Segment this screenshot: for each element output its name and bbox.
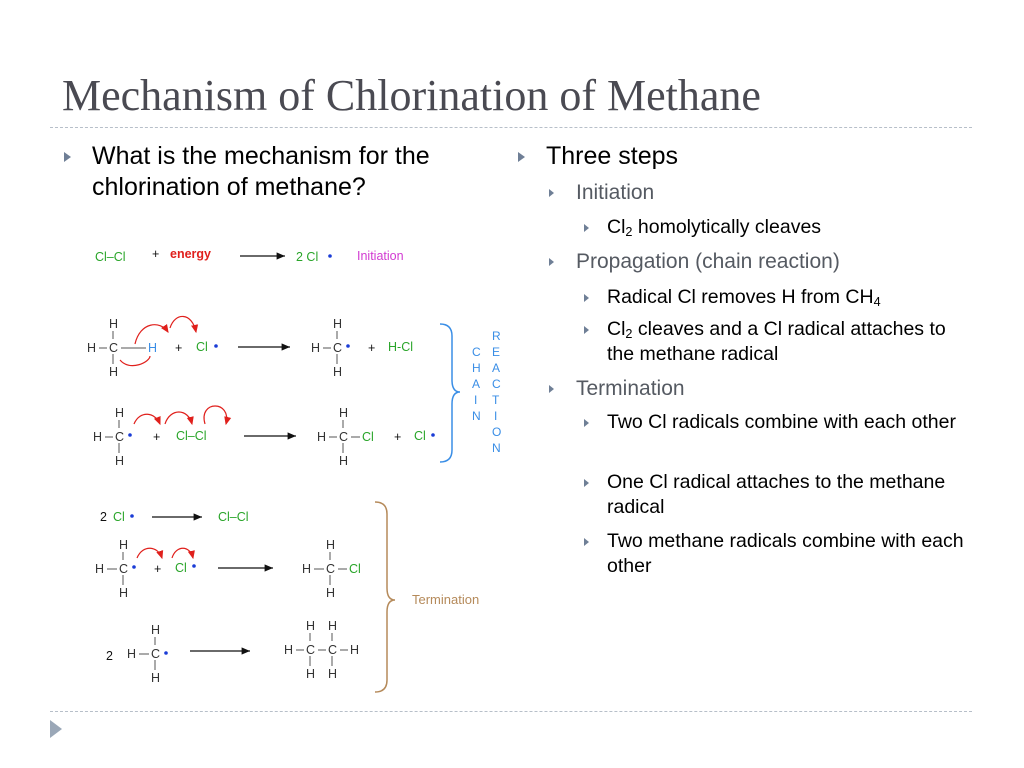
- atom-c: C: [151, 647, 161, 661]
- atom-h: H: [127, 647, 137, 661]
- atom-h: H: [119, 586, 129, 600]
- electron-arrow: [165, 412, 192, 424]
- reaction-letter: R: [492, 329, 501, 343]
- two-chlorine-radicals: 2 Cl: [296, 250, 319, 264]
- electron-arrow: [204, 406, 227, 424]
- atom-c: C: [119, 562, 129, 576]
- atom-h-abstracted: H: [148, 341, 158, 355]
- chlorine-atom: Cl: [349, 562, 361, 576]
- three-steps-heading: Three steps: [546, 142, 679, 170]
- atom-h: H: [115, 406, 125, 420]
- electron-arrow: [137, 548, 162, 558]
- slide-title: Mechanism of Chlorination of Methane: [62, 71, 761, 120]
- atom-h: H: [284, 643, 294, 657]
- chain-letter: A: [472, 377, 481, 391]
- atom-h: H: [326, 586, 336, 600]
- radical-dot: [128, 433, 132, 437]
- chain-letter: H: [472, 361, 481, 375]
- atom-h: H: [109, 317, 119, 331]
- atom-h: H: [302, 562, 312, 576]
- atom-h: H: [339, 406, 349, 420]
- electron-arrow: [172, 548, 193, 558]
- atom-h: H: [93, 430, 103, 444]
- chlorine-atom: Cl: [362, 430, 374, 444]
- atom-h: H: [87, 341, 97, 355]
- radical-dot: [132, 565, 136, 569]
- radical-dot: [164, 651, 168, 655]
- atom-h: H: [306, 667, 316, 681]
- energy-label: energy: [170, 247, 211, 261]
- chain-letter: N: [472, 409, 481, 423]
- plus-sign: +: [394, 430, 402, 444]
- radical-dot: [192, 564, 196, 568]
- footer-divider: [50, 711, 972, 712]
- initiation-label: Initiation: [357, 249, 404, 263]
- termination-bullet: Termination: [576, 377, 685, 400]
- atom-c: C: [115, 430, 125, 444]
- atom-c: C: [333, 341, 343, 355]
- termination-brace: [375, 502, 395, 692]
- atom-h: H: [333, 365, 343, 379]
- atom-h: H: [328, 667, 338, 681]
- termination-item-2: One Cl radical attaches to the methane radical: [607, 471, 946, 518]
- next-slide-icon[interactable]: [50, 720, 62, 738]
- reaction-letter: A: [492, 361, 501, 375]
- atom-h: H: [151, 671, 161, 685]
- radical-dot: [328, 254, 332, 258]
- atom-h: H: [311, 341, 321, 355]
- atom-h: H: [339, 454, 349, 468]
- reaction-letter: O: [492, 425, 502, 439]
- atom-h: H: [317, 430, 327, 444]
- electron-arrow: [120, 356, 150, 366]
- question-bullet: What is the mechanism for the chlorination of methane?: [92, 142, 430, 201]
- reaction-letter: I: [494, 409, 498, 423]
- atom-h: H: [350, 643, 360, 657]
- chlorine-radical: Cl: [175, 561, 187, 575]
- chlorine-radical: Cl: [113, 510, 125, 524]
- termination-label: Termination: [412, 592, 480, 607]
- chain-letter: C: [472, 345, 481, 359]
- atom-c: C: [328, 643, 338, 657]
- propagation-item-2: $Cl_2$ cleaves and a Cl radical attaches to the methane radical: [607, 318, 946, 365]
- plus-sign: +: [175, 341, 183, 355]
- atom-h: H: [333, 317, 343, 331]
- coefficient: 2: [106, 649, 113, 663]
- atom-h: H: [151, 623, 161, 637]
- atom-h: H: [115, 454, 125, 468]
- propagation-bullet: Propagation (chain reaction): [576, 250, 840, 273]
- plus-sign: +: [368, 341, 376, 355]
- atom-c: C: [306, 643, 316, 657]
- radical-dot: [130, 514, 134, 518]
- termination-item-3: Two methane radicals combine with each other: [607, 530, 964, 577]
- plus-sign: +: [154, 562, 162, 576]
- radical-dot: [346, 344, 350, 348]
- atom-h: H: [328, 619, 338, 633]
- electron-arrow: [170, 316, 196, 332]
- chlorine-molecule: Cl–Cl: [218, 510, 249, 524]
- coefficient: 2: [100, 510, 107, 524]
- propagation-item-1: Radical Cl removes H from $CH_4$: [607, 286, 881, 310]
- radical-dot: [431, 433, 435, 437]
- atom-h: H: [306, 619, 316, 633]
- atom-c: C: [109, 341, 119, 355]
- atom-h: H: [119, 538, 129, 552]
- reaction-letter: E: [492, 345, 501, 359]
- radical-dot: [214, 344, 218, 348]
- reaction-letter: N: [492, 441, 501, 455]
- hydrogen-chloride: H-Cl: [388, 340, 413, 354]
- atom-h: H: [109, 365, 119, 379]
- atom-c: C: [339, 430, 349, 444]
- chain-brace: [440, 324, 460, 462]
- electron-arrow: [134, 414, 160, 424]
- atom-h: H: [326, 538, 336, 552]
- initiation-bullet: Initiation: [576, 181, 655, 204]
- reaction-letter: T: [492, 393, 500, 407]
- reaction-letter: C: [492, 377, 501, 391]
- chlorine-molecule: Cl–Cl: [176, 429, 207, 443]
- chain-letter: I: [474, 393, 478, 407]
- chlorine-radical: Cl: [196, 340, 208, 354]
- atom-h: H: [95, 562, 105, 576]
- atom-c: C: [326, 562, 336, 576]
- initiation-item: $Cl_2$ homolytically cleaves: [607, 216, 822, 240]
- chlorine-molecule: Cl–Cl: [95, 250, 126, 264]
- plus-sign: +: [153, 430, 161, 444]
- plus-sign: +: [152, 247, 160, 261]
- termination-item-1: Two Cl radicals combine with each other: [607, 411, 956, 433]
- chlorine-radical: Cl: [414, 429, 426, 443]
